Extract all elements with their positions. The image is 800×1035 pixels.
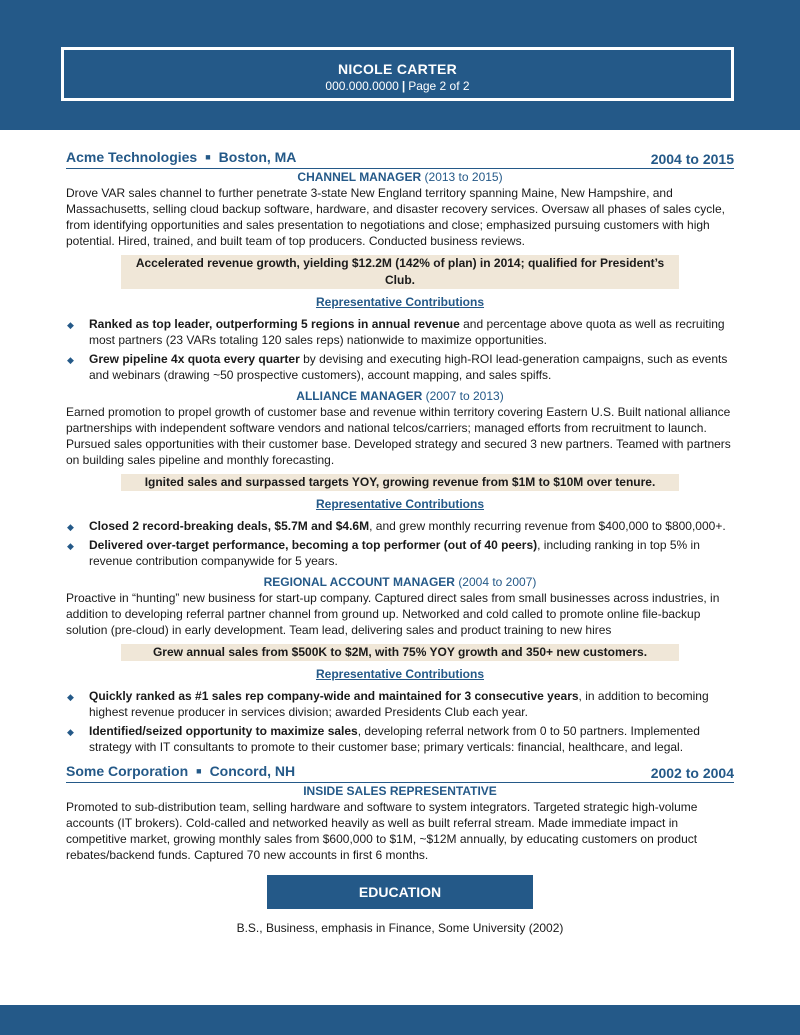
bullet-bold: Grew pipeline 4x quota every quarter (89, 352, 300, 366)
company-years: 2002 to 2004 (650, 765, 734, 781)
bullet-bold: Ranked as top leader, outperforming 5 regions in annual revenue (89, 317, 460, 331)
phone: 000.000.0000 (325, 79, 399, 93)
contributions-heading: Representative Contributions (315, 295, 485, 309)
bullet-text: , in addition to becoming highest revenue producer in services division; awarded Presidents Club each year. (89, 689, 709, 719)
role-title (66, 389, 734, 404)
education-degree: B.S., Business, emphasis in Finance, Some University (2002) (236, 921, 564, 935)
contact-line (64, 79, 731, 93)
bullet-text: by devising and executing high-ROI lead-generation campaigns, such as events and webinars (drawing ~50 prospective customers), account mapping, and sales spiffs. (89, 352, 728, 382)
bullet-text: , developing referral network from 0 to 50 partners. Implemented strategy with IT consultants to promote to their customer base; primary verticals: financial, healthcare, and legal. (89, 724, 700, 754)
role-title (66, 575, 734, 590)
role-summary: Promoted to sub-distribution team, selling hardware and software to system integrators. Targeted strategic high-volume accounts (IT brokers). Cold-called and networked heavily as well as built referral stream. Made immediate impact in competitive market, growing monthly sales from $600,000 to $1M, ~$12M annually, by educating customers on product rebates/backend funds. Captured 70 new accounts in first 6 months. (66, 800, 698, 862)
role-summary: Earned promotion to propel growth of customer base and revenue within territory covering Eastern U.S. Built national alliance partnerships with independent software vendors and national telcos/carriers; managed efforts from recruitment to launch. Pursued sales opportunities with their customer base. Developed strategy and secured 3 new partners. Teamed with partners on building sales pipeline and monthly forecasting. (66, 405, 731, 467)
company-years: 2004 to 2015 (650, 151, 734, 167)
header-band (0, 0, 800, 130)
contributions-heading: Representative Contributions (315, 497, 485, 511)
bullet-bold: Delivered over-target performance, becoming a top performer (out of 40 peers) (89, 538, 538, 552)
role-title (66, 170, 734, 185)
company-location: Boston, MA (218, 149, 297, 165)
role-summary: Proactive in “hunting” new business for start-up company. Captured direct sales from small businesses across industries, in addition to developing referral partner channel from ground up. Networked and cold called to promote online file-backup solution (pre-cloud) in early development. Team lead, delivering sales and product training to new hires (66, 591, 720, 637)
bullet-bold: Closed 2 record-breaking deals, $5.7M and $4.6M (89, 519, 370, 533)
list-item (66, 316, 734, 348)
role-summary: Drove VAR sales channel to further penetrate 3-state New England territory spanning Maine, New Hampshire, and Massachusetts, selling cloud backup software, hardware, and disaster recovery services. Oversaw all phases of sales cycle, from identifying opportunities and sales presentation to negotiations and close; emphasized pursuing customers with high potential. Hired, trained, and built team of top producers. Conducted business reviews. (66, 186, 725, 248)
list-item (66, 688, 734, 720)
bullet-text: , including ranking in top 5% in revenue contribution companywide for 5 years. (89, 538, 700, 568)
role-years: (2013 to 2015) (424, 170, 503, 184)
square-bullet-icon: ■ (196, 766, 202, 776)
diamond-icon: ◆ (67, 541, 74, 551)
company-name: Acme Technologies (66, 149, 198, 165)
diamond-icon: ◆ (67, 355, 74, 365)
resume-content (66, 149, 734, 935)
highlight-bar: Ignited sales and surpassed targets YOY, growing revenue from $1M to $10M over tenure. (121, 474, 679, 491)
company-heading (66, 149, 734, 169)
bullet-text: and percentage above quota as well as recruiting most partners (23 VARs totaling 120 sales reps) nationwide to maximize opportunities. (89, 317, 725, 347)
contributions-list (66, 688, 734, 755)
highlight-bar: Grew annual sales from $500K to $2M, with 75% YOY growth and 350+ new customers. (121, 644, 679, 661)
company-heading (66, 763, 734, 783)
footer-band (0, 1005, 800, 1035)
role-name: ALLIANCE MANAGER (296, 389, 423, 403)
diamond-icon: ◆ (67, 320, 74, 330)
square-bullet-icon: ■ (205, 152, 211, 162)
bullet-text: , and grew monthly recurring revenue from $400,000 to $800,000+. (369, 519, 726, 533)
separator: | (401, 79, 406, 93)
company-name: Some Corporation (66, 763, 189, 779)
bullet-bold: Identified/seized opportunity to maximize sales (89, 724, 358, 738)
role-name: INSIDE SALES REPRESENTATIVE (303, 784, 497, 798)
role-years: (2007 to 2013) (425, 389, 504, 403)
role-title (66, 784, 734, 799)
diamond-icon: ◆ (67, 727, 74, 737)
list-item (66, 537, 734, 569)
contributions-list (66, 518, 734, 569)
role-name: REGIONAL ACCOUNT MANAGER (263, 575, 455, 589)
company-name-location (66, 149, 296, 168)
company-location: Concord, NH (209, 763, 296, 779)
role-name: CHANNEL MANAGER (297, 170, 422, 184)
contributions-list (66, 316, 734, 383)
highlight-bar: Accelerated revenue growth, yielding $12.2M (142% of plan) in 2014; qualified for President’s Club. (121, 255, 679, 289)
education-heading: EDUCATION (267, 875, 533, 909)
diamond-icon: ◆ (67, 522, 74, 532)
name-box (61, 47, 734, 101)
list-item (66, 723, 734, 755)
diamond-icon: ◆ (67, 692, 74, 702)
page-number: Page 2 of 2 (408, 79, 470, 93)
list-item (66, 351, 734, 383)
contributions-heading: Representative Contributions (315, 667, 485, 681)
candidate-name: NICOLE CARTER (337, 61, 457, 77)
role-years: (2004 to 2007) (458, 575, 537, 589)
company-name-location (66, 763, 295, 782)
bullet-bold: Quickly ranked as #1 sales rep company-wide and maintained for 3 consecutive years (89, 689, 579, 703)
list-item (66, 518, 734, 534)
